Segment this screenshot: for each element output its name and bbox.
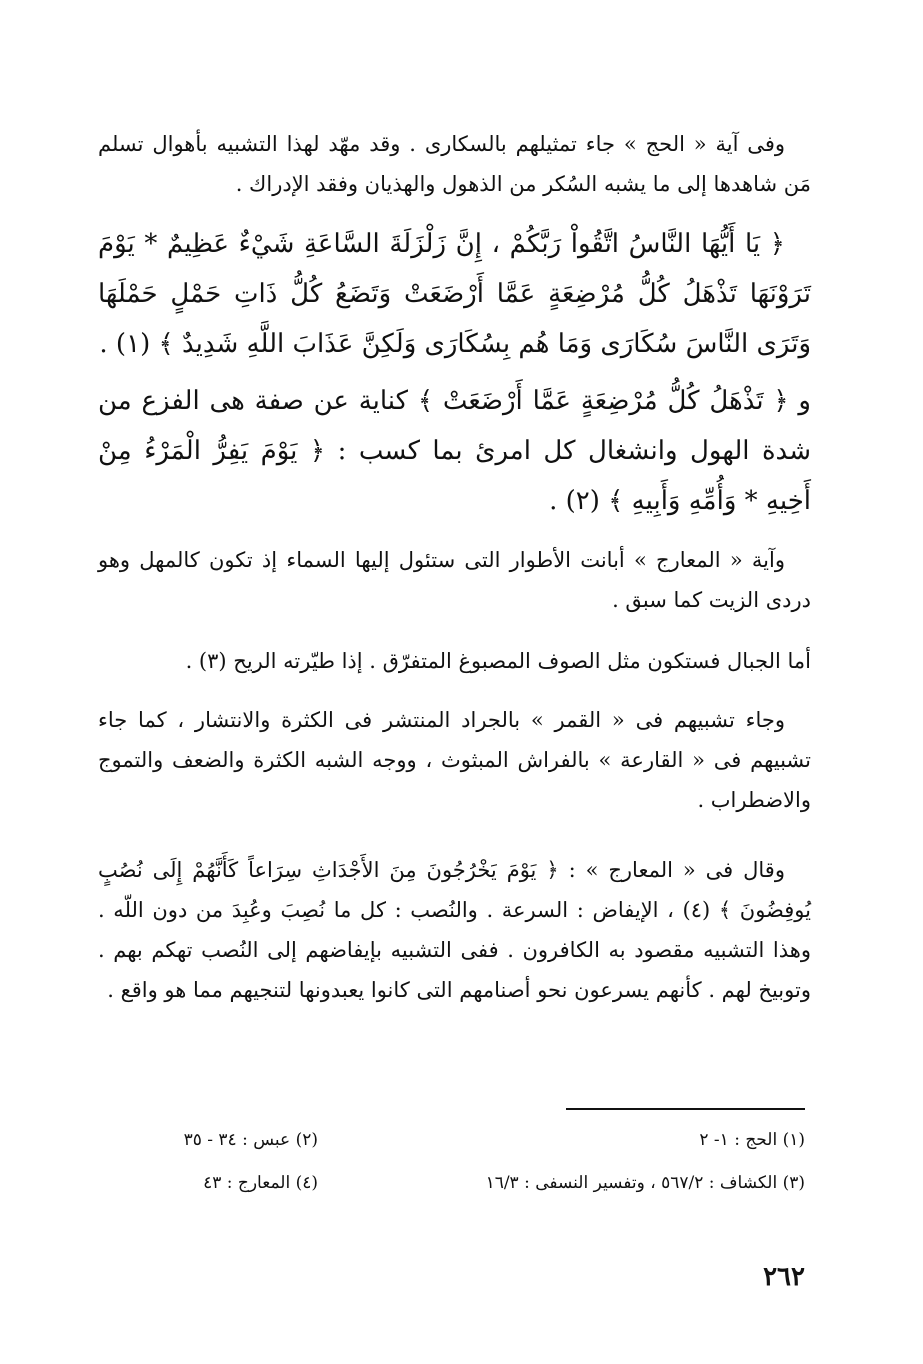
footnote-1: (١) الحج : ١- ٢ <box>699 1130 805 1150</box>
verse-hajj-block <box>98 219 811 369</box>
paragraph-maarij-nusub <box>98 850 811 1010</box>
body-paragraph: وآية « المعارج » أبانت الأطوار التى ستئول إليها السماء إذ تكون كالمهل وهو دردى الزيت كما سبق . <box>98 548 811 612</box>
body-paragraph: وجاء تشبيهم فى « القمر » بالجراد المنتشر فى الكثرة والانتشار ، كما جاء تشبيهم فى « القارعة » بالفراش المبثوث ، ووجه الشبه الكثرة والضعف والتموج والاضطراب . <box>98 708 811 812</box>
quran-verse-paragraph: و ﴿ تَذْهَلُ كُلُّ مُرْضِعَةٍ عَمَّا أَرْضَعَتْ ﴾ كناية عن صفة هى الفزع من شدة الهول وانشغال كل امرئ بما كسب : ﴿ يَوْمَ يَفِرُّ الْمَرْءُ مِنْ أَخِيهِ * وَأُمِّهِ وَأَبِيهِ ﴾ (٢) . <box>98 386 811 516</box>
body-paragraph: وقال فى « المعارج » : ﴿ يَوْمَ يَخْرُجُونَ مِنَ الأَجْدَاثِ سِرَاعاً كَأَنَّهُمْ إِلَى نُصُبٍ يُوفِضُونَ ﴾ (٤) ، الإيفاض : السرعة . والنُصب : كل ما نُصِبَ وعُبِدَ من دون اللّه . وهذا التشبيه مقصود به الكافرون . ففى التشبيه بإيفاضهم إلى النُصب تهكم بهم . وتوبيخ لهم . كأنهم يسرعون نحو أصنامهم التى كانوا يعبدونها لتنجيهم مما هو واقع . <box>98 858 812 1002</box>
page-number: ٢٦٢ <box>763 1262 805 1292</box>
paragraph-hajj-intro <box>98 124 811 204</box>
paragraph-qamar-qariah <box>98 700 811 820</box>
footnote-divider <box>566 1108 805 1110</box>
footnote-2: (٢) عبس : ٣٤ - ٣٥ <box>183 1130 318 1150</box>
paragraph-maarij-sky <box>98 540 811 620</box>
footnote-4: (٤) المعارج : ٤٣ <box>203 1173 318 1193</box>
body-paragraph: أما الجبال فستكون مثل الصوف المصبوغ المتفرّق . إذا طيّرته الريح (٣) . <box>185 649 811 673</box>
body-paragraph: وفى آية « الحج » جاء تمثيلهم بالسكارى . وقد مهّد لهذا التشبيه بأهوال تسلم مَن شاهدها إلى ما يشبه السُكر من الذهول والهذيان وفقد الإدراك . <box>98 132 811 196</box>
paragraph-kinaya <box>98 376 811 526</box>
paragraph-mountains <box>98 641 811 681</box>
quran-verse-paragraph: ﴿ يَا أَيُّهَا النَّاسُ اتَّقُواْ رَبَّكُمْ ، إِنَّ زَلْزَلَةَ السَّاعَةِ شَيْءٌ عَظِيمٌ * يَوْمَ تَرَوْنَهَا تَذْهَلُ كُلُّ مُرْضِعَةٍ عَمَّا أَرْضَعَتْ وَتَضَعُ كُلُّ ذَاتِ حَمْلٍ حَمْلَهَا وَتَرَى النَّاسَ سُكَارَى وَمَا هُم بِسُكَارَى وَلَكِنَّ عَذَابَ اللَّهِ شَدِيدٌ ﴾ (١) . <box>98 229 811 359</box>
footnote-3: (٣) الكشاف : ٥٦٧/٢ ، وتفسير النسفى : ١٦/٣ <box>485 1173 805 1193</box>
